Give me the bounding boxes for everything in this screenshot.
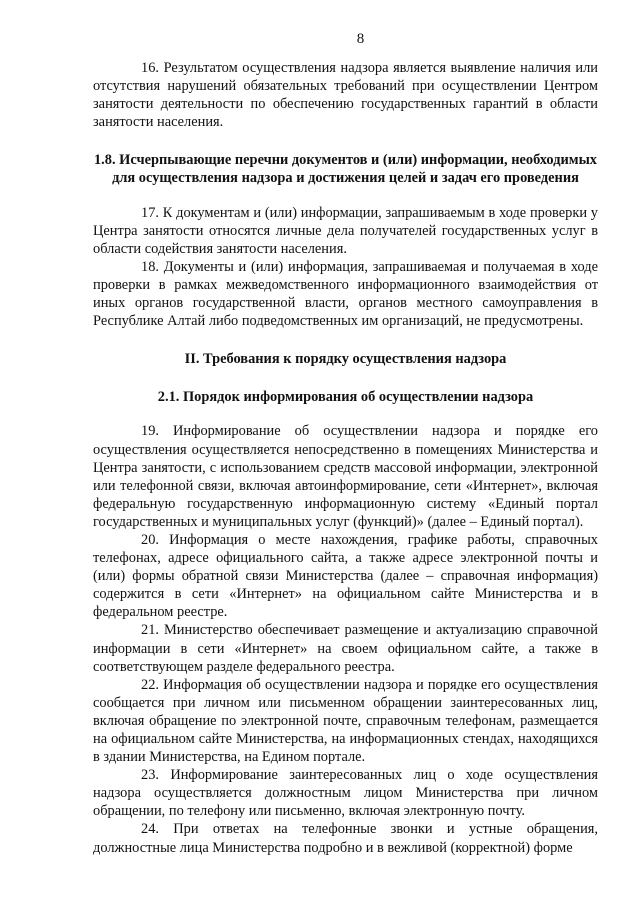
paragraph-20: 20. Информация о месте нахождения, графике работы, справочных телефонах, адресе официального сайта, а также адресе электронной почты и (или) формы обратной связи Министерства (далее – справочная информация) содержится в сети «Интернет» на официальном сайте Министерства и в федеральном реестре. xyxy=(93,531,598,621)
paragraph-21: 21. Министерство обеспечивает размещение и актуализацию справочной информации в сети «Интернет» на своем официальном сайте, а также в соответствующем разделе федерального реестра. xyxy=(93,622,598,675)
paragraph-22: 22. Информация об осуществлении надзора и порядке его осуществления сообщается при личном или письменном обращении заинтересованных лиц, включая обращение по электронной почте, справочным телефонам, размещается на официальном сайте Министерства, на информационных стендах, находящихся в здании Министерства, на Едином портале. xyxy=(93,676,598,766)
document-page xyxy=(93,30,598,857)
paragraph-18: 18. Документы и (или) информация, запрашиваемая и получаемая в ходе проверки в рамках межведомственного информационного взаимодействия от иных органов государственной власти, органов местного самоуправления в Республике Алтай либо подведомственных им организаций, не предусмотрены. xyxy=(93,258,598,330)
section-heading-2-1: 2.1. Порядок информирования об осуществлении надзора xyxy=(157,389,534,406)
section-heading-1-8: 1.8. Исчерпывающие перечни документов и (или) информации, необходимых для осуществления надзора и достижения целей и задач его проведения xyxy=(93,152,597,187)
paragraph-23: 23. Информирование заинтересованных лиц о ходе осуществления надзора осуществляется должностным лицом Министерства при личном обращении, по телефону или письменно, включая электронную почту. xyxy=(93,767,598,820)
paragraph-16: 16. Результатом осуществления надзора является выявление наличия или отсутствия нарушений обязательных требований при осуществлении Центром занятости деятельности по обеспечению государственных гарантий в области занятости населения. xyxy=(93,60,598,131)
chapter-heading-ii: II. Требования к порядку осуществления надзора xyxy=(184,351,507,368)
page-number: 8 xyxy=(356,31,365,47)
paragraph-19: 19. Информирование об осуществлении надзора и порядке его осуществления осуществляется непосредственно в помещениях Министерства и Центра занятости, с использованием средств массовой информации, электронной или телефонной связи, включая автоинформирование, сети «Интернет», включая федеральную государственную информационную систему «Единый портал государственных и муниципальных услуг (функций)» (далее – Единый портал). xyxy=(93,423,598,530)
paragraph-24: 24. При ответах на телефонные звонки и устные обращения, должностные лица Министерства подробно и в вежливой (корректной) форме xyxy=(93,821,598,856)
paragraph-17: 17. К документам и (или) информации, запрашиваемым в ходе проверки у Центра занятости относятся личные дела получателей государственных услуг в области содействия занятости населения. xyxy=(93,204,598,257)
